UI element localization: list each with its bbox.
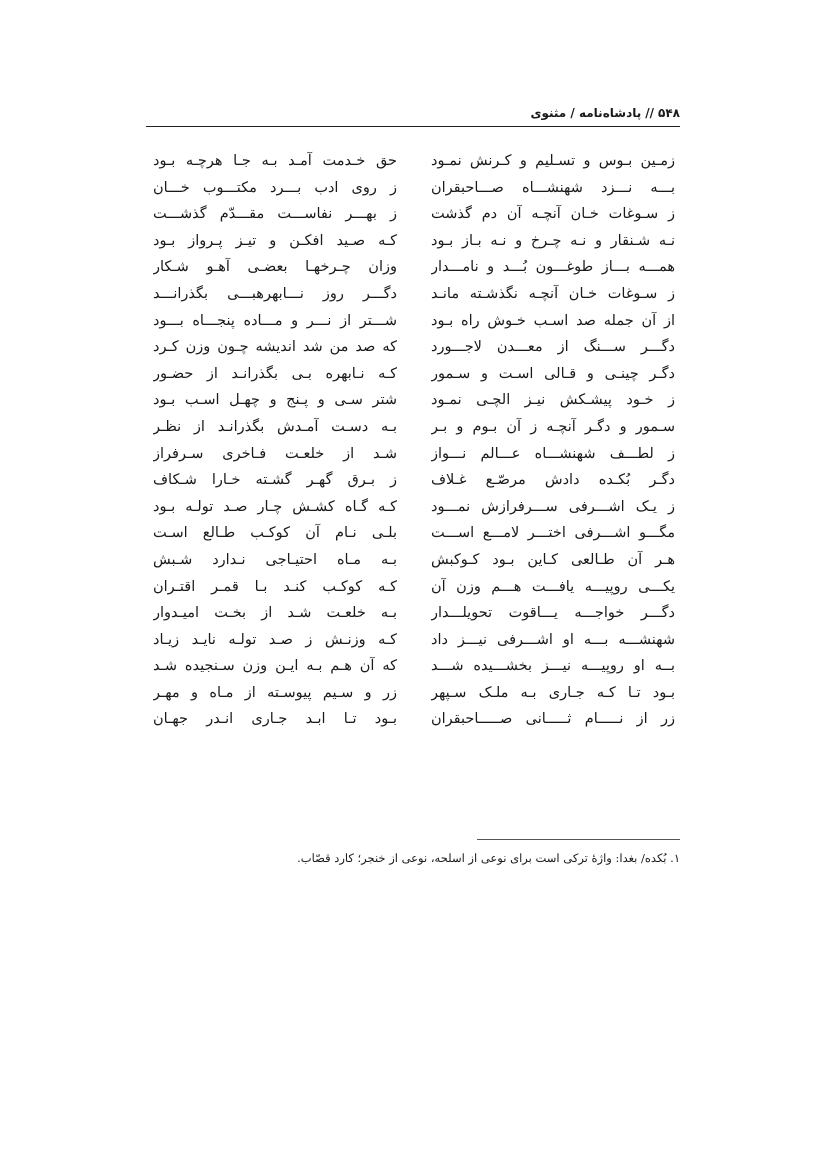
verse-line: بلـی نـام آن کوکـب طـالع اسـت (153, 525, 397, 542)
verse-line: بــه او روپیـــه نیـــز بخشـــیده شـــد (431, 658, 675, 675)
page-number: ۵۴۸ (658, 106, 680, 120)
verse-line: حق خـدمت آمـد بـه جـا هرچـه بـود (153, 153, 397, 169)
header-rule (146, 126, 680, 127)
verse-line: ز بـرق گهـر گشـته خـارا شـکاف (153, 472, 397, 489)
verse-line: ز خـود پیشـکش نیـز الچـی نمـود (431, 392, 675, 409)
footnote: ۱. بُکده/ بغدا: واژهٔ ترکی است برای نوعی از اسلحه، نوعی از خنجر؛ کارد قصّاب. (297, 851, 680, 865)
running-header (146, 101, 680, 125)
verse-line: دگـــر خواجـــه یـــاقوت تحویلـــدار (431, 605, 675, 622)
verse-line: کـه صـید افکـن و تیـز پـرواز بـود (153, 232, 397, 249)
verse-line: وزان چـرخهـا بعضـی آهـو شـکار (153, 259, 397, 276)
verse-line: کـه وزنـش ز صـد تولـه نایـد زیـاد (153, 631, 397, 648)
verse-line: بـه دسـت آمـدش بگذرانـد از نظـر (153, 418, 397, 435)
verse-line: ز لطـــف شهنشـــاه عـــالم نـــواز (431, 445, 675, 462)
verse-line: کـه گـاه کشـش چـار صـد تولـه بـود (153, 498, 397, 515)
verse-text: دگـر بُکـده دادش مرصّـع غـلاف (431, 472, 675, 489)
verse-line: همـــه بـــاز طوغـــون بُـــد و نامـــدار (431, 259, 675, 276)
verse-line: زر و سـیم پیوسـته از مـاه و مهـر (153, 684, 397, 701)
verse-line: که صد من شد اندیشه چـون وزن کـرد (153, 339, 397, 356)
verse-line: بـــه نـــزد شهنشـــاه صـــاحبقران (431, 179, 675, 196)
verse-line: سـمور و دگـر آنچـه ز آن بـوم و بـر (431, 418, 675, 435)
verse-line: ز سـوغات خـان آنچـه آن دم گذشت (431, 206, 675, 223)
verse-line: بـه مـاه احتیـاجی نـدارد شـبش (153, 551, 397, 568)
masnavi-poem (155, 148, 675, 778)
footnote-rule (477, 839, 680, 840)
verse-line: دگـر چینـی و قـالی اسـت و سـمور (431, 365, 675, 382)
verse-line-with-footnote (431, 467, 675, 494)
verse-line: شـــتر از نـــر و مـــاده پنجـــاه بـــود (153, 312, 397, 329)
book-title: پادشاه‌نامه / مثنوی (530, 106, 642, 120)
verse-line: شتر سـی و پـنج و چهـل اسـب بـود (153, 392, 397, 409)
verse-line: که آن هـم بـه ایـن وزن سـنجیده شـد (153, 658, 397, 675)
verse-line: بـود تـا کـه جـاری بـه ملـک سـپهر (431, 684, 675, 701)
verse-line: کـه نـابهره بـی بگذرانـد از حضـور (153, 365, 397, 382)
verse-line: ز بهـــر نفاســـت مقـــدّم گذشـــت (153, 206, 397, 223)
verse-line: بـود تـا ابـد جـاری انـدر جهـان (153, 711, 397, 728)
verse-line: یکـــی روپیـــه یافـــت هـــم وزن آن (431, 578, 675, 595)
verse-line: ز سـوغات خـان آنچـه نگذشـته مانـد (431, 285, 675, 302)
verse-line: شهنشـــه بـــه او اشـــرفی نیـــز داد (431, 631, 675, 648)
verse-line: شـد از خلعـت فـاخری سـرفراز (153, 445, 397, 462)
verse-line: زر از نـــــام ثـــــانی صـــــاحبقران (431, 711, 675, 728)
verse-line: نـه شـنقار و نـه چـرخ و نـه بـاز بـود (431, 232, 675, 249)
header-separator: // (645, 106, 655, 120)
verse-line: از آن جمله صد اسـب خـوش راه بـود (431, 312, 675, 329)
verse-line: دگـــر روز نـــابهرهبـــی بگذرانـــد (153, 285, 397, 302)
verse-line: دگـــر ســـنگ از معـــدن لاجـــورد (431, 339, 675, 356)
verse-line: ز روی ادب بـــرد مکتـــوب خـــان (153, 179, 397, 196)
right-column (431, 148, 675, 733)
verse-line: ز یـک اشـــرفی ســـرفرازش نمـــود (431, 498, 675, 515)
verse-line: مگـــو اشـــرفی اختـــر لامـــع اســـت (431, 525, 675, 542)
left-column (153, 148, 397, 733)
verse-line: کـه کوکـب کنـد بـا قمـر اقتـران (153, 578, 397, 595)
verse-line: بـه خلعـت شـد از بخـت امیـدوار (153, 605, 397, 622)
verse-line: هـر آن طـالعی کـاین بـود کـوکبش (431, 551, 675, 568)
verse-line: زمـین بـوس و تسـلیم و کـرنش نمـود (431, 153, 675, 169)
